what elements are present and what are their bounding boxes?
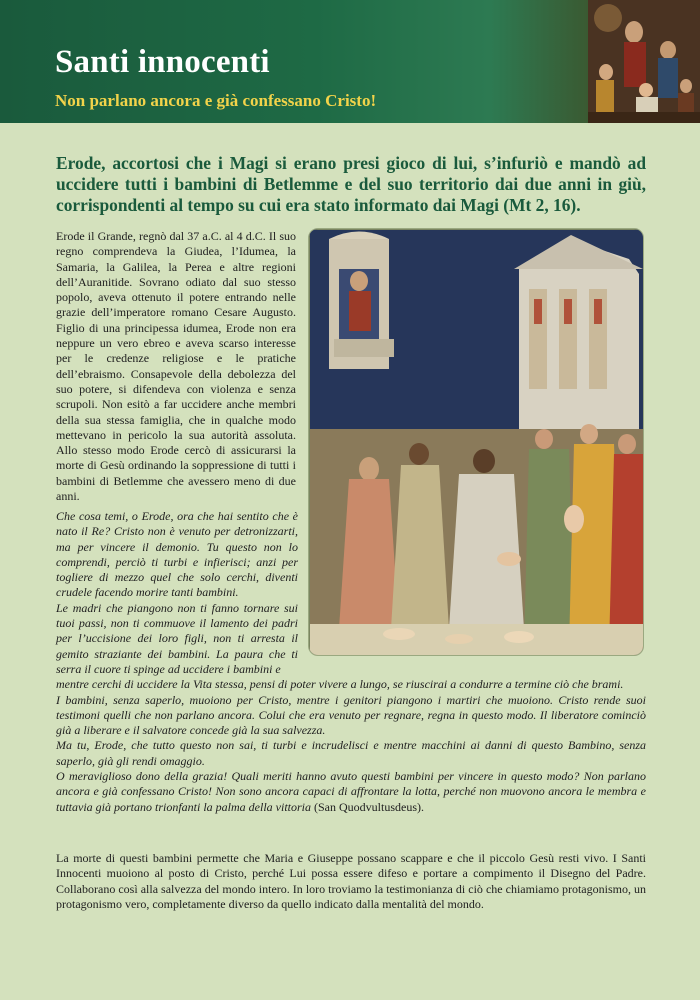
quote-paragraph-2-part-b: mentre cerchi di uccidere la Vita stessa, pensi di poter vivere a lungo, se riuscirai a condurre a termine ciò che brami.	[56, 677, 624, 692]
quote-paragraph-5	[56, 769, 646, 815]
quote-paragraph-2	[56, 601, 646, 693]
quote-paragraph-1: Che cosa temi, o Erode, ora che hai sentito che è nato il Re? Cristo non è venuto per detronizzarti, ma per vincere il demonio. Tu questo non lo comprendi, perciò ti turbi e infierisci; anzi per togliere di mezzo quel che solo cerchi, diventi crudele facendo morire tanti bambini.	[56, 509, 298, 600]
intro-paragraph: Erode il Grande, regnò dal 37 a.C. al 4 d.C. Il suo regno comprendeva la Giudea, l’Idumea, la Samaria, la Galilea, la Perea e altre regioni dell’Auranitide. Sovrano odiato dal suo stesso popolo, aveva ottenuto il potere entrando nelle grazie dell’imperatore romano Cesare Augusto. Figlio di una principessa idumea, Erode non era neppure un vero ebreo e aveva scarso interesse per le credenze religiose e le pratiche dell’ebraismo. Consapevole della debolezza del suo potere, si difendeva con violenza e senza scrupoli. Non esitò a far uccidere anche membri della sua stessa famiglia, che in qualche modo mettevano in pericolo la sua autorità assoluta. Allo stesso modo Erode cercò di assicurarsi la morte di Gesù ordinando la soppressione di tutti i bambini di Betlemme che avessero meno di due anni.	[56, 229, 296, 504]
page-subtitle: Non parlano ancora e già confessano Cristo!	[55, 91, 377, 110]
quote-paragraph-2-part-a: Le madri che piangono non ti fanno tornare sui tuoi passi, non ti commuove il lamento dei padri per l’uccisione dei loro figli, non ti arresta il gemito straziante dei bambini. La paura che ti serra il cuore ti spinge ad uccidere i bambini e	[56, 600, 298, 676]
quote-paragraph-4: Ma tu, Erode, che tutto questo non sai, ti turbi e incrudelisci e mentre macchini ai danni di questo Bambino, senza saperlo, già gli rendi omaggio.	[56, 738, 646, 768]
homily-quote	[56, 509, 646, 815]
page-title: Santi innocenti	[55, 44, 270, 80]
header-painting-thumbnail	[588, 0, 700, 123]
quote-paragraph-3: I bambini, senza saperlo, muoiono per Cristo, mentre i genitori piangono i martiri che muoiono. Cristo rende suoi testimoni quelli che non parlano ancora. Colui che era venuto per regnare, regna in questo modo. Il liberatore cominciò già a liberare e il salvatore concede già la sua salvezza.	[56, 692, 646, 738]
closing-paragraph: La morte di questi bambini permette che Maria e Giuseppe possano scappare e che il piccolo Gesù resti vivo. I Santi Innocenti muoiono al posto di Cristo, perché Lui possa essere difeso e portare a compimento il Disegno del Padre. Collaborano così alla salvezza del mondo intero. In loro troviamo la testimonianza di ciò che chiamiamo protagonismo, un protagonismo vero, completamente diverso da quello indicato dalla mentalità del mondo.	[56, 851, 646, 911]
quote-paragraph-5-text: O meraviglioso dono della grazia! Quali meriti hanno avuto questi bambini per vincere in questo modo? Non parlano ancora e già confessano Cristo! Non sono ancora capaci di affrontare la lotta, perché non muovono ancora le membra e tuttavia già portano trionfanti la palma della vittoria	[56, 769, 646, 814]
lead-paragraph: Erode, accortosi che i Magi si erano presi gioco di lui, s’infuriò e mandò ad uccidere tutti i bambini di Betlemme e del suo territorio dai due anni in giù, corrispondenti al tempo su cui era stato informato dai Magi (Mt 2, 16).	[56, 153, 646, 215]
quote-attribution: (San Quodvultusdeus).	[314, 799, 424, 814]
